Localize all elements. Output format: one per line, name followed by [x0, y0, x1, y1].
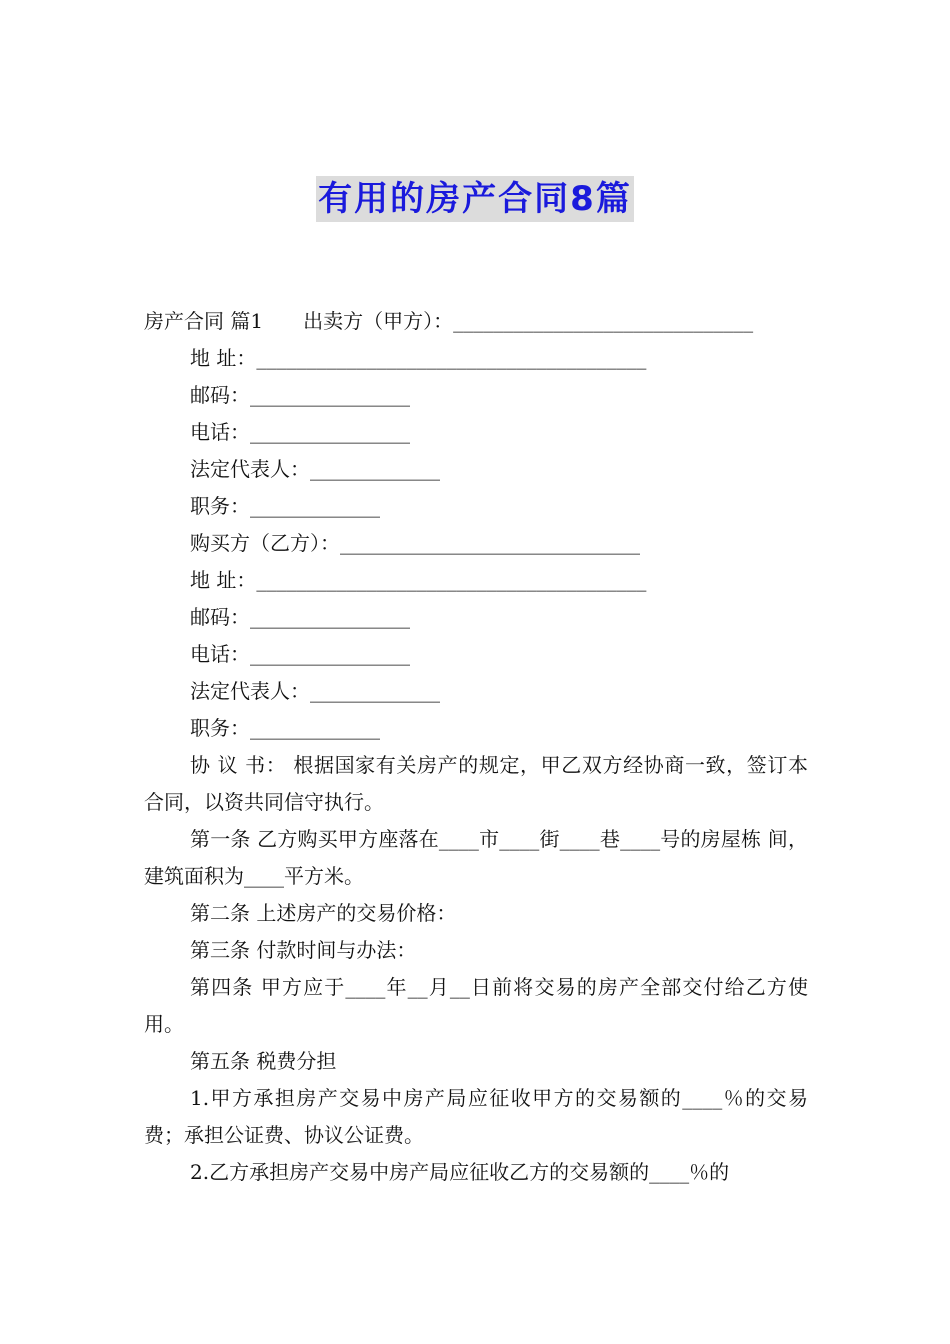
document-title: 有用的房产合同8篇	[316, 176, 634, 222]
buyer-phone: 电话：________________	[190, 642, 410, 666]
seller-phone: 电话：________________	[190, 420, 410, 444]
buyer-position: 职务：_____________	[190, 716, 380, 740]
buyer-address: 地 址：_______________________________________	[190, 568, 647, 592]
buyer-postcode: 邮码：________________	[190, 605, 410, 629]
seller-line	[144, 303, 808, 340]
seller-position: 职务：_____________	[190, 494, 380, 518]
buyer-legal-rep: 法定代表人：_____________	[190, 679, 440, 703]
section-heading: 房产合同 篇1	[144, 309, 264, 333]
article-2: 第二条 上述房产的交易价格：	[190, 901, 457, 925]
seller-postcode: 邮码：________________	[190, 383, 410, 407]
buyer-line: 购买方（乙方）：______________________________	[190, 531, 640, 555]
seller-field: 出卖方（甲方）：______________________________	[303, 309, 754, 333]
article-1: 第一条 乙方购买甲方座落在____市____街____巷____号的房屋栋 间，建筑面积为____平方米。	[144, 827, 808, 888]
article-4: 第四条 甲方应于____年__月__日前将交易的房产全部交付给乙方使用。	[144, 975, 808, 1036]
agreement-paragraph: 协 议 书： 根据国家有关房产的规定，甲乙双方经协商一致，签订本合同，以资共同信守执行。	[144, 753, 808, 814]
seller-address: 地 址：_______________________________________	[190, 346, 647, 370]
article-5-item-2: 2.乙方承担房产交易中房产局应征收乙方的交易额的____％的	[190, 1160, 730, 1184]
article-5-item-1: 1.甲方承担房产交易中房产局应征收甲方的交易额的____％的交易费；承担公证费、协议公证费。	[144, 1086, 808, 1147]
seller-legal-rep: 法定代表人：_____________	[190, 457, 440, 481]
article-5: 第五条 税费分担	[190, 1049, 337, 1073]
title-container	[0, 176, 950, 222]
document-body	[144, 303, 808, 1191]
article-3: 第三条 付款时间与办法：	[190, 938, 417, 962]
